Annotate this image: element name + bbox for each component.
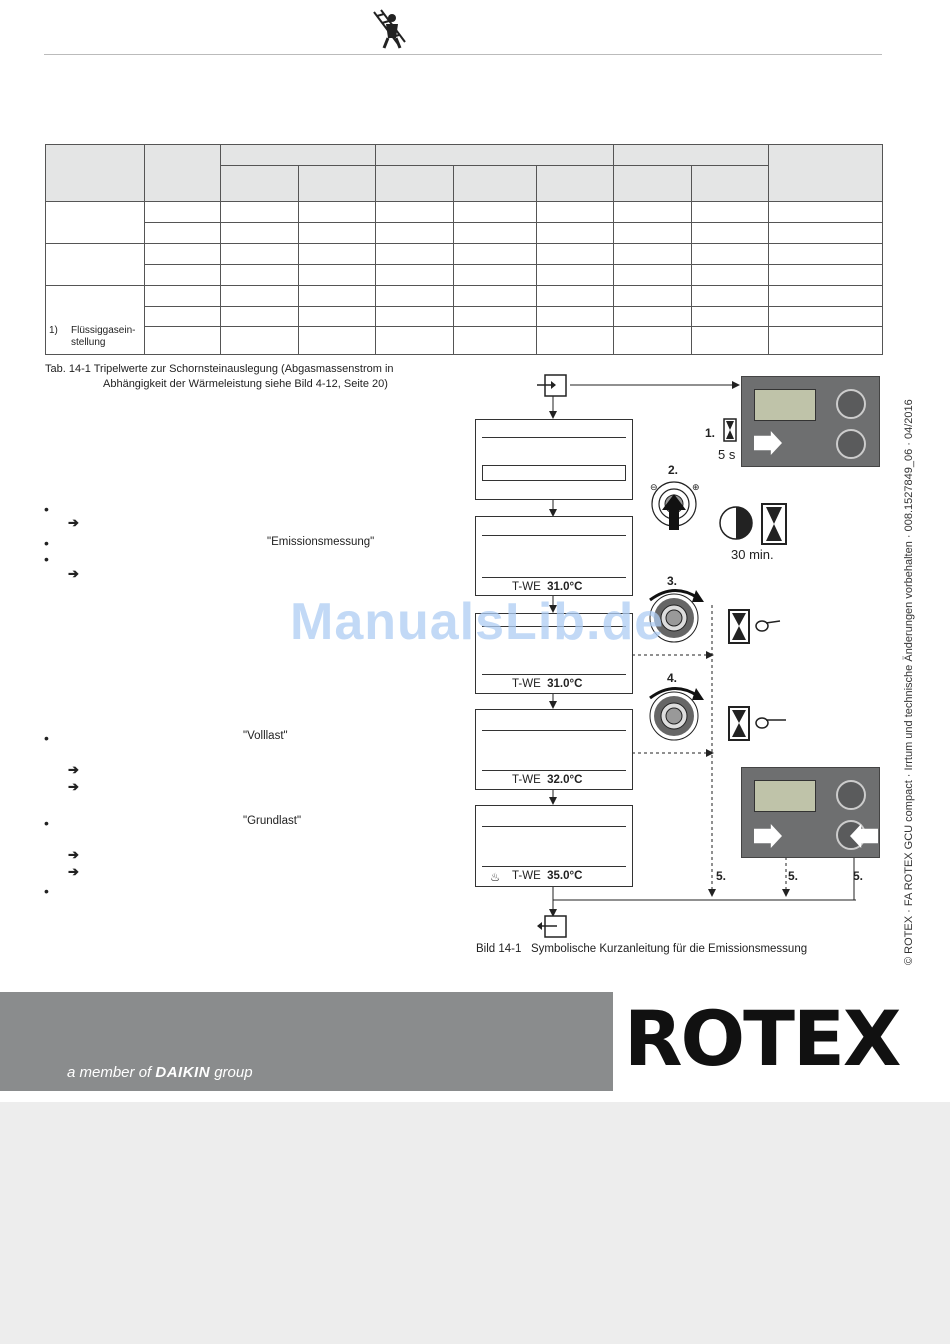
table-row [46,244,883,265]
watermark: ManualsLib.de [290,593,665,651]
step-1-time: 5 s [718,447,736,462]
table-row [46,327,883,355]
step-5c-label: 5. [853,869,864,883]
footer-bottom-area [0,1102,950,1344]
arrow-icon: ➔ [68,515,79,530]
rotary-knob-press-icon [646,478,702,542]
member-prefix: a member of [67,1064,152,1081]
hourglass-icon [723,418,737,442]
text-grundlast: "Grundlast" [243,815,302,827]
text-emissionsmessung: "Emissionsmessung" [267,536,375,548]
table-caption-line1: Tripelwerte zur Schornsteinauslegung (Abgasmassenstrom in [93,363,394,375]
footnote-line2: stellung [71,337,106,348]
bullet-3: • [44,551,49,567]
figure-caption-text: Symbolische Kurzanleitung für die Emissionsmessung [530,943,808,955]
side-copyright-text: © ROTEX · FA ROTEX GCU compact · Irrtum und technische Änderungen vorbehalten · 008.1527849_06 · 04/2016 [903,399,915,965]
arrow-icon: ➔ [68,762,79,777]
table-row [46,265,883,286]
half-moon-icon [718,505,754,541]
table-footnote [49,325,136,348]
box5-value: 35.0°C [547,870,583,882]
press-arrow-icon [754,431,782,455]
bullet-1: • [44,501,49,517]
figure-caption [476,942,807,957]
table-row [46,307,883,327]
controller-knob [836,780,866,810]
arrow-icon: ➔ [68,864,79,879]
arrow-icon: ➔ [68,566,79,581]
controller-knob [836,429,866,459]
box4-label: T-WE [512,774,541,786]
member-suffix: group [214,1064,253,1081]
step-4-label: 4. [667,671,678,685]
step-5a-label: 5. [716,869,727,883]
step-2-label: 2. [668,463,679,477]
header-rule [44,54,882,55]
box3-value: 31.0°C [547,678,583,690]
step-1-label: 1. [705,426,716,440]
rotex-logo: ROTEX [624,994,900,1083]
table-row [46,223,883,244]
hourglass-icon [761,503,787,545]
step-3-label: 3. [667,574,678,588]
controller-screen [754,780,816,812]
figure-caption-number: Bild 14-1 [476,943,522,955]
step-5b-label: 5. [788,869,799,883]
controller-screen [754,389,816,421]
arrow-icon: ➔ [68,779,79,794]
member-brand: DAIKIN [155,1064,211,1081]
hourglass-whistle-icon [728,609,784,645]
display-box-5 [475,805,633,887]
tripel-table [45,144,883,355]
svg-text:⊖: ⊖ [650,483,658,493]
rotary-knob-turn-icon [642,682,706,742]
display-box-4 [475,709,633,790]
box4-value: 32.0°C [547,774,583,786]
box5-label: T-WE [512,870,541,882]
footnote-marker: 1) [49,325,58,336]
footnote-line1: Flüssiggasein- [71,325,136,336]
chimney-sweep-icon [368,8,414,50]
text-volllast: "Volllast" [243,730,288,742]
controller-device-bottom [741,767,880,858]
box2-label: T-WE [512,581,541,593]
arrow-icon: ➔ [68,847,79,862]
bullet-2: • [44,535,49,551]
bullet-6: • [44,883,49,899]
heating-icon: ♨ [490,872,501,884]
box3-label: T-WE [512,678,541,690]
display-box-1 [475,419,633,500]
bullet-4: • [44,730,49,746]
member-tagline [67,1064,253,1081]
table-caption [45,362,465,392]
table-caption-line2: Abhängigkeit der Wärmeleistung siehe Bild 4-12, Seite 20) [103,378,388,390]
table-row [46,286,883,307]
table-header-row [46,145,883,166]
box2-value: 31.0°C [547,581,583,593]
svg-text:⊕: ⊕ [692,483,700,493]
table-caption-number: Tab. 14-1 [45,363,91,375]
display-box-2 [475,516,633,596]
step-2-time: 30 min. [731,547,774,562]
enter-icon [537,374,569,398]
hourglass-whistle-icon [728,706,788,742]
table-row [46,202,883,223]
controller-knob [836,389,866,419]
exit-icon [535,915,569,939]
controller-device-top [741,376,880,467]
bullet-5: • [44,815,49,831]
press-arrow-icon [754,824,782,848]
